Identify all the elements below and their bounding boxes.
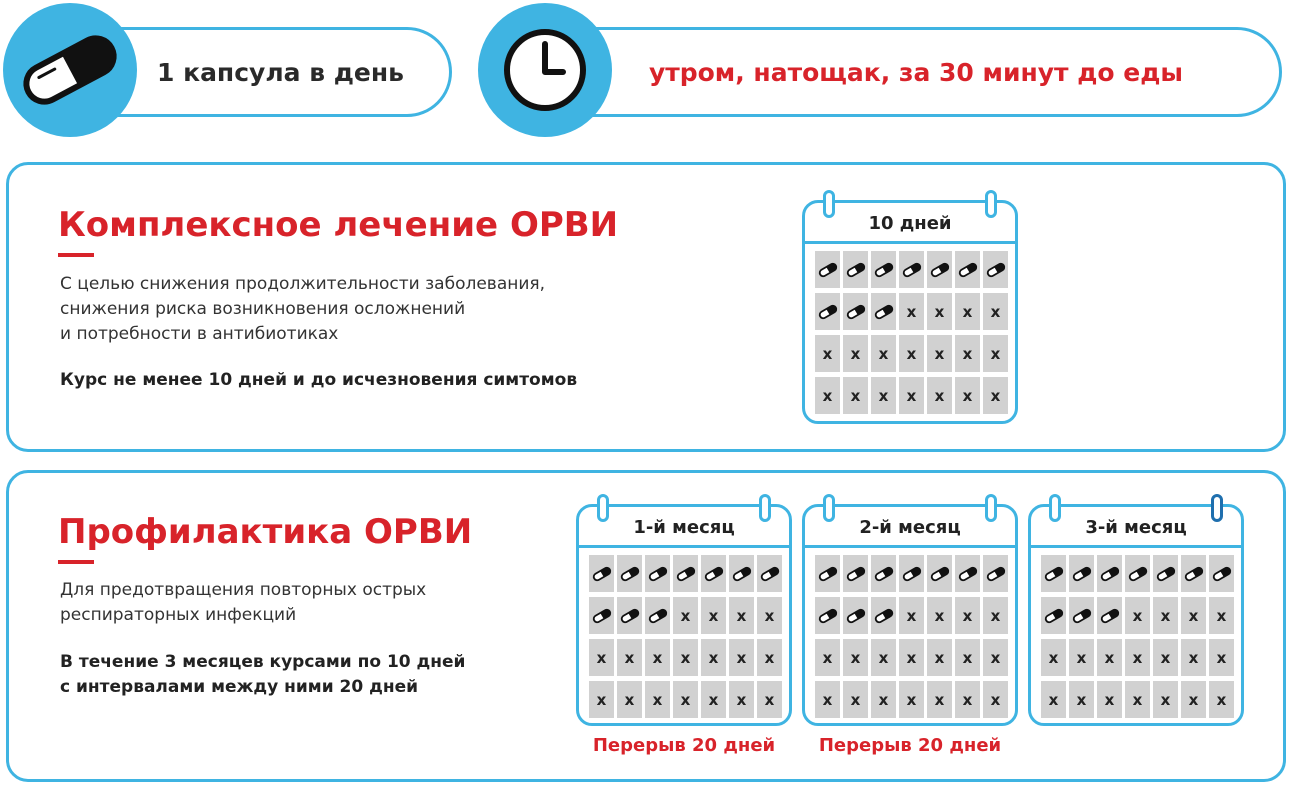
calendar-cell-empty: x bbox=[1097, 639, 1122, 676]
calendar-cell-empty: x bbox=[617, 639, 642, 676]
capsule-icon bbox=[957, 566, 979, 582]
calendar-cell-empty: x bbox=[589, 639, 614, 676]
capsule-icon bbox=[957, 262, 979, 278]
calendar-cell-empty: x bbox=[1125, 681, 1150, 718]
prevention-course bbox=[60, 650, 465, 700]
calendar-title: 10 дней bbox=[868, 213, 952, 234]
calendar-cell-empty: x bbox=[983, 335, 1008, 372]
capsule-icon bbox=[759, 566, 781, 582]
capsule-icon bbox=[845, 608, 867, 624]
calendar-cell-empty: x bbox=[899, 597, 924, 634]
capsule-icon bbox=[647, 608, 669, 624]
capsule-icon bbox=[873, 262, 895, 278]
calendar-cell-pill bbox=[1153, 555, 1178, 592]
treatment-description-line-3: и потребности в антибиотиках bbox=[60, 324, 339, 344]
calendar-cell-empty: x bbox=[927, 335, 952, 372]
calendar-cell-pill bbox=[617, 597, 642, 634]
treatment-description-line-1: С целью снижения продолжительности заболевания, bbox=[60, 274, 546, 294]
calendar-cell-pill bbox=[1041, 597, 1066, 634]
calendar-cell-empty: x bbox=[927, 293, 952, 330]
calendar-cell-empty: x bbox=[1153, 639, 1178, 676]
prevention-course-line-1: В течение 3 месяцев курсами по 10 дней bbox=[60, 652, 466, 672]
capsule-icon bbox=[901, 566, 923, 582]
calendar-cell-pill bbox=[1125, 555, 1150, 592]
capsule-icon bbox=[1183, 566, 1205, 582]
calendar-title: 1-й месяц bbox=[633, 517, 735, 538]
capsule-icon bbox=[703, 566, 725, 582]
capsule-icon bbox=[817, 608, 839, 624]
timing-pill bbox=[530, 27, 1282, 117]
calendar-divider bbox=[579, 545, 789, 548]
calendar-title: 2-й месяц bbox=[859, 517, 961, 538]
calendar-cell-empty: x bbox=[983, 639, 1008, 676]
calendar-cell-empty: x bbox=[815, 639, 840, 676]
dosage-circle bbox=[3, 3, 137, 137]
capsule-icon bbox=[1043, 566, 1065, 582]
calendar-cell-empty: x bbox=[1069, 681, 1094, 718]
capsule-icon bbox=[1155, 566, 1177, 582]
capsule-icon bbox=[873, 608, 895, 624]
calendar-cell-empty: x bbox=[673, 597, 698, 634]
capsule-icon bbox=[591, 566, 613, 582]
calendar-divider bbox=[805, 241, 1015, 244]
calendar-cell-pill bbox=[815, 555, 840, 592]
treatment-title: Комплексное лечение ОРВИ bbox=[58, 205, 619, 245]
calendar-cell-empty: x bbox=[927, 639, 952, 676]
capsule-icon bbox=[929, 262, 951, 278]
calendar-cell-pill bbox=[1209, 555, 1234, 592]
calendar-cell-empty: x bbox=[955, 293, 980, 330]
calendar-cell-empty: x bbox=[983, 377, 1008, 414]
calendar-cell-empty: x bbox=[955, 377, 980, 414]
capsule-icon bbox=[15, 30, 125, 110]
calendar-cell-empty: x bbox=[1209, 639, 1234, 676]
calendar-cell-empty: x bbox=[1041, 681, 1066, 718]
calendar-cell-pill bbox=[645, 555, 670, 592]
break-label-1: Перерыв 20 дней bbox=[592, 735, 776, 756]
capsule-icon bbox=[647, 566, 669, 582]
calendar-cell-pill bbox=[1069, 555, 1094, 592]
calendar-cell-pill bbox=[899, 251, 924, 288]
capsule-icon bbox=[1071, 566, 1093, 582]
calendar-cell-pill bbox=[983, 555, 1008, 592]
capsule-icon bbox=[901, 262, 923, 278]
calendar-cell-empty: x bbox=[1181, 597, 1206, 634]
calendar-cell-empty: x bbox=[673, 639, 698, 676]
calendar-cell-empty: x bbox=[955, 597, 980, 634]
calendar-cell-empty: x bbox=[815, 681, 840, 718]
calendar-cell-pill bbox=[843, 293, 868, 330]
treatment-course bbox=[60, 368, 577, 393]
calendar-cell-empty: x bbox=[955, 639, 980, 676]
calendar-cell-empty: x bbox=[729, 681, 754, 718]
capsule-icon bbox=[929, 566, 951, 582]
calendar-cell-empty: x bbox=[871, 335, 896, 372]
calendar-cell-empty: x bbox=[927, 681, 952, 718]
calendar-cell-empty: x bbox=[1125, 639, 1150, 676]
calendar-cell-empty: x bbox=[871, 639, 896, 676]
timing-text: утром, натощак, за 30 минут до еды bbox=[648, 57, 1184, 87]
treatment-description bbox=[60, 272, 545, 347]
calendar-divider bbox=[1031, 545, 1241, 548]
calendar-cell-empty: x bbox=[871, 377, 896, 414]
calendar-cell-pill bbox=[1069, 597, 1094, 634]
capsule-icon bbox=[1099, 566, 1121, 582]
calendar-cell-pill bbox=[843, 555, 868, 592]
calendar-cell-empty: x bbox=[645, 639, 670, 676]
calendar-grid bbox=[815, 251, 1008, 414]
calendar-cell-empty: x bbox=[843, 681, 868, 718]
prevention-description-line-2: респираторных инфекций bbox=[60, 605, 297, 625]
calendar-cell-empty: x bbox=[1125, 597, 1150, 634]
calendar-title: 3-й месяц bbox=[1085, 517, 1187, 538]
calendar-cell-pill bbox=[927, 555, 952, 592]
calendar-cell-empty: x bbox=[673, 681, 698, 718]
calendar-cell-empty: x bbox=[927, 597, 952, 634]
treatment-description-line-2: снижения риска возникновения осложнений bbox=[60, 299, 466, 319]
calendar-cell-empty: x bbox=[757, 597, 782, 634]
capsule-icon bbox=[817, 262, 839, 278]
calendar-divider bbox=[805, 545, 1015, 548]
calendar-cell-pill bbox=[729, 555, 754, 592]
calendar-cell-empty: x bbox=[899, 335, 924, 372]
calendar-cell-pill bbox=[871, 251, 896, 288]
calendar-cell-pill bbox=[701, 555, 726, 592]
calendar-cell-pill bbox=[815, 597, 840, 634]
calendar-cell-empty: x bbox=[955, 335, 980, 372]
calendar-cell-empty: x bbox=[757, 681, 782, 718]
capsule-icon bbox=[985, 566, 1007, 582]
calendar-cell-pill bbox=[871, 293, 896, 330]
calendar-cell-pill bbox=[1097, 597, 1122, 634]
calendar-cell-empty: x bbox=[899, 681, 924, 718]
calendar-cell-empty: x bbox=[899, 293, 924, 330]
calendar-cell-empty: x bbox=[1181, 681, 1206, 718]
calendar-cell-empty: x bbox=[899, 639, 924, 676]
calendar-cell-empty: x bbox=[983, 597, 1008, 634]
capsule-icon bbox=[845, 304, 867, 320]
treatment-calendar bbox=[802, 200, 1018, 424]
prevention-description bbox=[60, 578, 426, 628]
calendar-cell-empty: x bbox=[983, 293, 1008, 330]
calendar-cell-pill bbox=[899, 555, 924, 592]
calendar-cell-pill bbox=[1181, 555, 1206, 592]
calendar-grid bbox=[1041, 555, 1234, 718]
calendar-cell-pill bbox=[843, 597, 868, 634]
break-label-2: Перерыв 20 дней bbox=[818, 735, 1002, 756]
calendar-cell-empty: x bbox=[701, 639, 726, 676]
calendar-cell-pill bbox=[983, 251, 1008, 288]
calendar-cell-empty: x bbox=[1153, 681, 1178, 718]
capsule-icon bbox=[619, 566, 641, 582]
capsule-icon bbox=[591, 608, 613, 624]
calendar-cell-pill bbox=[757, 555, 782, 592]
calendar-cell-pill bbox=[815, 293, 840, 330]
capsule-icon bbox=[985, 262, 1007, 278]
calendar-cell-empty: x bbox=[1209, 597, 1234, 634]
calendar-cell-empty: x bbox=[701, 597, 726, 634]
prevention-title: Профилактика ОРВИ bbox=[58, 512, 473, 552]
dosage-text: 1 капсула в день bbox=[157, 57, 404, 87]
prevention-course-line-2: с интервалами между ними 20 дней bbox=[60, 677, 419, 697]
timing-circle bbox=[478, 3, 612, 137]
month-2-calendar bbox=[802, 504, 1018, 726]
capsule-icon bbox=[845, 566, 867, 582]
calendar-cell-pill bbox=[815, 251, 840, 288]
capsule-icon bbox=[619, 608, 641, 624]
calendar-cell-pill bbox=[645, 597, 670, 634]
calendar-cell-empty: x bbox=[1209, 681, 1234, 718]
calendar-cell-empty: x bbox=[729, 639, 754, 676]
calendar-cell-pill bbox=[955, 555, 980, 592]
calendar-cell-empty: x bbox=[729, 597, 754, 634]
calendar-cell-pill bbox=[589, 555, 614, 592]
capsule-icon bbox=[1127, 566, 1149, 582]
calendar-cell-empty: x bbox=[645, 681, 670, 718]
calendar-cell-empty: x bbox=[899, 377, 924, 414]
calendar-cell-empty: x bbox=[701, 681, 726, 718]
calendar-cell-empty: x bbox=[617, 681, 642, 718]
capsule-icon bbox=[1099, 608, 1121, 624]
calendar-cell-empty: x bbox=[1181, 639, 1206, 676]
calendar-cell-pill bbox=[589, 597, 614, 634]
month-3-calendar bbox=[1028, 504, 1244, 726]
capsule-icon bbox=[1211, 566, 1233, 582]
calendar-cell-empty: x bbox=[1041, 639, 1066, 676]
calendar-cell-empty: x bbox=[1069, 639, 1094, 676]
calendar-cell-empty: x bbox=[843, 639, 868, 676]
calendar-cell-pill bbox=[673, 555, 698, 592]
month-1-calendar bbox=[576, 504, 792, 726]
calendar-cell-pill bbox=[927, 251, 952, 288]
calendar-cell-pill bbox=[843, 251, 868, 288]
calendar-cell-empty: x bbox=[757, 639, 782, 676]
capsule-icon bbox=[873, 304, 895, 320]
calendar-cell-pill bbox=[617, 555, 642, 592]
calendar-cell-empty: x bbox=[815, 335, 840, 372]
calendar-cell-empty: x bbox=[871, 681, 896, 718]
clock-icon bbox=[499, 24, 591, 116]
capsule-icon bbox=[873, 566, 895, 582]
treatment-course-line-1: Курс не менее 10 дней и до исчезновения симтомов bbox=[60, 370, 578, 390]
capsule-icon bbox=[1071, 608, 1093, 624]
capsule-icon bbox=[1043, 608, 1065, 624]
calendar-cell-pill bbox=[871, 555, 896, 592]
calendar-cell-empty: x bbox=[1097, 681, 1122, 718]
calendar-cell-empty: x bbox=[589, 681, 614, 718]
calendar-cell-empty: x bbox=[843, 377, 868, 414]
calendar-cell-empty: x bbox=[927, 377, 952, 414]
calendar-cell-empty: x bbox=[1153, 597, 1178, 634]
calendar-cell-pill bbox=[955, 251, 980, 288]
calendar-grid bbox=[815, 555, 1008, 718]
calendar-cell-empty: x bbox=[843, 335, 868, 372]
capsule-icon bbox=[845, 262, 867, 278]
calendar-cell-pill bbox=[1097, 555, 1122, 592]
prevention-description-line-1: Для предотвращения повторных острых bbox=[60, 580, 427, 600]
calendar-cell-empty: x bbox=[983, 681, 1008, 718]
calendar-grid bbox=[589, 555, 782, 718]
calendar-cell-empty: x bbox=[955, 681, 980, 718]
calendar-cell-empty: x bbox=[815, 377, 840, 414]
calendar-cell-pill bbox=[871, 597, 896, 634]
capsule-icon bbox=[675, 566, 697, 582]
capsule-icon bbox=[817, 566, 839, 582]
capsule-icon bbox=[817, 304, 839, 320]
calendar-cell-pill bbox=[1041, 555, 1066, 592]
capsule-icon bbox=[731, 566, 753, 582]
